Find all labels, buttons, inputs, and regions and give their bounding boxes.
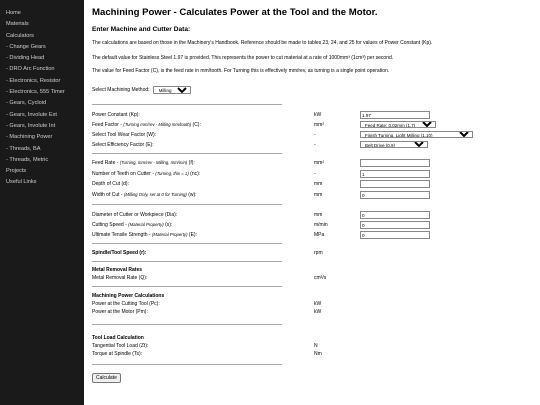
- power-motor-row: [92, 308, 532, 316]
- tensile-strength-row: Ultimate Tensile Strength - (Material Property) (E): MPa 0: [92, 231, 532, 239]
- power-constant-input[interactable]: [360, 111, 430, 119]
- spindle-speed-label: Spindle/Tool Speed (r):: [92, 250, 147, 256]
- width-of-cut-unit: mm: [314, 192, 323, 198]
- depth-of-cut-row: [92, 180, 532, 188]
- depth-of-cut-input[interactable]: [360, 180, 430, 188]
- machining-method-select[interactable]: [153, 86, 191, 94]
- intro-paragraph-1: The calculations are based on those in the Machinery's Handbook. Reference should be made to tables 23, 24, and 25 for values of Power Constant (Kp).: [92, 40, 433, 46]
- power-constant-label: Power Constant (Kp):: [92, 112, 140, 118]
- metal-removal-row: [92, 274, 532, 282]
- section-subtitle: Enter Machine and Cutter Data:: [92, 26, 191, 33]
- tensile-strength-label: Ultimate Tensile Strength -: [92, 232, 152, 238]
- divider: [92, 243, 282, 244]
- diameter-row: [92, 211, 532, 219]
- depth-of-cut-label: Depth of Cut (d):: [92, 181, 129, 187]
- spindle-speed-unit: rpm: [314, 250, 323, 256]
- machining-power-heading: Machining Power Calculations: [92, 293, 165, 299]
- teeth-note: (Turning, this = 1): [155, 171, 189, 176]
- width-of-cut-label: Width of Cut -: [92, 192, 124, 198]
- tool-load-heading: Tool Load Calculation: [92, 335, 144, 341]
- tool-wear-label: Select Tool Wear Factor (W):: [92, 132, 156, 138]
- teeth-row: Number of Teeth on Cutter - (Turning, this = 1) (nc): - 1: [92, 170, 532, 178]
- efficiency-row: [92, 141, 532, 149]
- feed-factor-row: Feed Factor - (Turning mm/rev - Milling mm/tooth) (C): mm² Feed Rate: 0.02mm (1.7): [92, 121, 532, 129]
- sidebar: [0, 0, 84, 405]
- feed-factor-note: (Turning mm/rev - Milling mm/tooth): [123, 122, 192, 127]
- tool-wear-select[interactable]: [360, 131, 473, 138]
- page-title: Machining Power - Calculates Power at the Tool and the Motor.: [92, 7, 378, 18]
- sidebar-item-dividing-head[interactable]: - Dividing Head: [0, 53, 84, 64]
- feed-factor-unit: mm²: [314, 122, 324, 128]
- tensile-strength-note: (Material Property): [151, 232, 188, 237]
- sidebar-item-dro-arc-function[interactable]: - DRO Arc Function: [0, 64, 84, 75]
- torque-unit: Nm: [314, 351, 322, 357]
- metal-removal-heading: Metal Removal Rates: [92, 267, 143, 273]
- teeth-unit: -: [314, 171, 316, 177]
- torque-row: [92, 350, 532, 358]
- intro-paragraph-2: The default value for Stainless Steel 1.97 is provided. This represents the power to cut material at a rate of 1000mm³ (1cm³) per second.: [92, 55, 394, 61]
- cutting-speed-input[interactable]: [360, 221, 430, 229]
- sidebar-item-gears-involute-int[interactable]: - Gears, Involute Int: [0, 121, 84, 132]
- spindle-speed-row: [92, 249, 532, 257]
- sidebar-item-threads-ba[interactable]: - Threads, BA: [0, 144, 84, 155]
- torque-label: Torque at Spindle (Ts):: [92, 351, 143, 357]
- feed-factor-label: Feed Factor -: [92, 122, 124, 128]
- sidebar-item-materials[interactable]: Materials: [6, 21, 29, 28]
- diameter-unit: mm: [314, 212, 323, 218]
- sidebar-item-electronics-resistor[interactable]: - Electronics, Resistor: [0, 76, 84, 87]
- tool-wear-unit: -: [314, 132, 316, 138]
- sidebar-item-threads-metric[interactable]: - Threads, Metric: [0, 155, 84, 166]
- cutting-speed-label: Cutting Speed -: [92, 222, 129, 228]
- divider: [92, 364, 282, 365]
- feed-rate-input[interactable]: [360, 159, 430, 167]
- power-motor-unit: kW: [314, 309, 322, 315]
- cutting-speed-row: Cutting Speed - (Material Property) (s): m/min 0: [92, 221, 532, 229]
- efficiency-select[interactable]: [360, 141, 428, 148]
- calculate-button[interactable]: Calculate: [92, 373, 121, 383]
- width-of-cut-row: Width of Cut - (Milling Only, set at 0 for Turning) (w): mm 0: [92, 191, 532, 199]
- sidebar-item-useful-links[interactable]: Useful Links: [6, 179, 37, 186]
- intro-paragraph-3: The value for Feed Factor (C), is the feed rate in mm/tooth. For Turning this is effectively mm/rev, as turning is a single point operation.: [92, 68, 390, 74]
- depth-of-cut-unit: mm: [314, 181, 323, 187]
- power-constant-row: [92, 111, 532, 119]
- power-cutting-row: [92, 300, 532, 308]
- diameter-input[interactable]: [360, 211, 430, 219]
- metal-removal-unit: cm³/s: [314, 275, 327, 281]
- cutting-speed-unit: m/min: [314, 222, 328, 228]
- feed-rate-note: (Turning, mm/rev - Milling, mm/min): [119, 160, 188, 165]
- tangential-load-label: Tangential Tool Load (Zt):: [92, 343, 149, 349]
- tool-wear-row: [92, 131, 532, 139]
- feed-rate-unit: mm²: [314, 160, 324, 166]
- sidebar-item-projects[interactable]: Projects: [6, 168, 27, 175]
- machining-method-label: Select Machining Method:: [92, 87, 150, 93]
- divider: [92, 104, 282, 105]
- efficiency-unit: -: [314, 142, 316, 148]
- power-cutting-unit: kW: [314, 301, 322, 307]
- divider: [92, 286, 282, 287]
- sidebar-item-electronics-555-timer[interactable]: - Electronics, 555 Timer: [0, 87, 84, 98]
- feed-rate-label: Feed Rate -: [92, 160, 120, 166]
- power-constant-unit: kW: [314, 112, 322, 118]
- divider: [92, 261, 282, 262]
- divider: [92, 153, 282, 154]
- sidebar-item-gears-cycloid[interactable]: - Gears, Cycloid: [0, 98, 84, 109]
- sidebar-nav: [0, 0, 84, 189]
- teeth-input[interactable]: [360, 170, 430, 178]
- feed-factor-select[interactable]: [360, 121, 436, 128]
- teeth-label: Number of Teeth on Cutter -: [92, 171, 156, 177]
- sidebar-item-machining-power[interactable]: - Machining Power: [0, 132, 84, 143]
- tangential-load-unit: N: [314, 343, 318, 349]
- power-cutting-label: Power at the Cutting Tool (Pc):: [92, 301, 160, 307]
- tensile-strength-input[interactable]: [360, 231, 430, 239]
- metal-removal-label: Metal Removal Rate (Q):: [92, 275, 148, 281]
- sidebar-item-gears-involute-ext[interactable]: - Gears, Involute Ext: [0, 110, 84, 121]
- power-motor-label: Power at the Motor (Pm):: [92, 309, 148, 315]
- efficiency-label: Select Efficiency Factor (E):: [92, 142, 154, 148]
- feed-rate-row: Feed Rate - (Turning, mm/rev - Milling, mm/min) (f): mm²: [92, 159, 532, 167]
- machining-method-row: [92, 86, 191, 94]
- main-content: [92, 0, 532, 405]
- diameter-label: Diameter of Cutter or Workpiece (Dia):: [92, 212, 178, 218]
- divider: [92, 204, 282, 205]
- divider: [92, 324, 282, 325]
- tensile-strength-unit: MPa: [314, 232, 325, 238]
- cutting-speed-note: (Material Property): [128, 222, 164, 227]
- sidebar-item-calculators[interactable]: Calculators: [6, 32, 34, 39]
- width-of-cut-note: (Milling Only, set at 0 for Turning): [123, 192, 187, 197]
- sidebar-item-home[interactable]: Home: [6, 10, 21, 16]
- tangential-load-row: [92, 342, 532, 350]
- sidebar-item-change-gears[interactable]: - Change Gears: [0, 42, 84, 53]
- width-of-cut-input[interactable]: [360, 191, 430, 199]
